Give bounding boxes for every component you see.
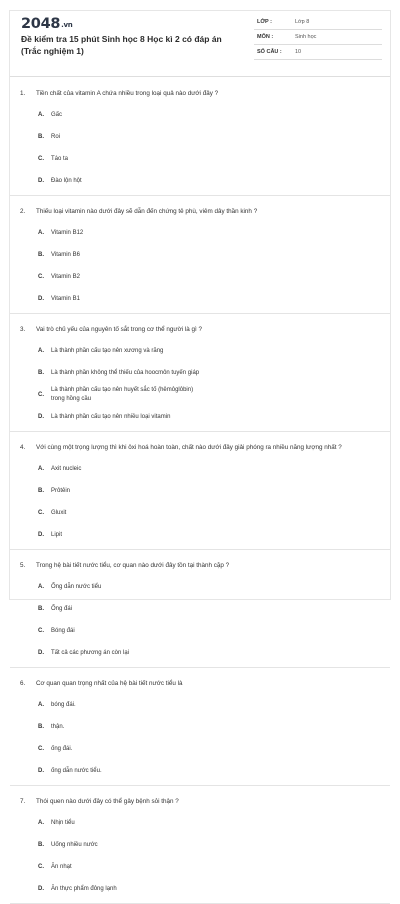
option-letter: B. [38, 487, 44, 494]
answer-option[interactable] [38, 266, 210, 288]
option-letter: B. [38, 723, 44, 730]
option-text: ống đái. [51, 745, 73, 752]
option-text: Vitamin B6 [51, 251, 80, 258]
option-letter: C. [38, 391, 44, 398]
option-text: Tất cả các phương án còn lại [51, 649, 129, 656]
option-letter: C. [38, 745, 44, 752]
info-row-class [254, 15, 382, 30]
answer-option[interactable] [38, 126, 210, 148]
question-text [20, 679, 380, 689]
question-body: Tiền chất của vitamin A chứa nhiều trong loại quả nào dưới đây ? [36, 90, 219, 97]
option-text: bóng đái. [51, 701, 76, 708]
option-letter: B. [38, 369, 44, 376]
answer-option[interactable] [38, 834, 210, 856]
answer-options [20, 340, 380, 428]
question-number: 4. [20, 444, 26, 451]
answer-option[interactable] [38, 104, 210, 126]
exam-header [10, 11, 390, 73]
answer-option[interactable] [38, 760, 210, 782]
answer-option[interactable] [38, 716, 210, 738]
answer-option[interactable] [38, 480, 210, 502]
question-item [10, 550, 390, 668]
option-text: ống dẫn nước tiểu. [51, 767, 102, 774]
option-letter: D. [38, 413, 44, 420]
question-text [20, 89, 380, 99]
answer-options [20, 576, 380, 664]
option-letter: C. [38, 863, 44, 870]
answer-option[interactable] [38, 148, 210, 170]
option-text: Vitamin B1 [51, 295, 80, 302]
question-number: 2. [20, 208, 26, 215]
question-body: Cơ quan quan trọng nhất của hệ bài tiết nước tiểu là [36, 680, 183, 687]
answer-option[interactable] [38, 384, 210, 406]
option-letter: C. [38, 627, 44, 634]
answer-option[interactable] [38, 244, 210, 266]
question-number: 5. [20, 562, 26, 569]
question-item [10, 668, 390, 786]
option-text: Vitamin B2 [51, 273, 80, 280]
logo-suffix: .vn [61, 21, 73, 29]
option-text: Uống nhiều nước [51, 841, 98, 848]
info-row-question-count [254, 45, 382, 60]
option-text: Ống đái [51, 605, 73, 612]
question-text [20, 325, 380, 335]
exam-sheet [9, 10, 391, 892]
option-letter: A. [38, 229, 44, 236]
question-text [20, 561, 380, 571]
option-letter: D. [38, 295, 44, 302]
question-body: Thói quen nào dưới đây có thể gây bệnh sỏi thận ? [36, 798, 179, 805]
question-text [20, 443, 380, 453]
option-letter: B. [38, 251, 44, 258]
answer-option[interactable] [38, 738, 210, 760]
option-letter: B. [38, 605, 44, 612]
answer-option[interactable] [38, 502, 210, 524]
option-letter: C. [38, 273, 44, 280]
info-value: Sinh học [295, 34, 317, 40]
answer-options [20, 104, 380, 192]
option-text: Vitamin B12 [51, 229, 84, 236]
question-number: 6. [20, 680, 26, 687]
option-text: Là thành phần cấu tạo nên xương và răng [51, 347, 164, 354]
option-text: Táo ta [51, 155, 69, 162]
answer-option[interactable] [38, 878, 210, 900]
option-text: Ăn thực phẩm đông lạnh [51, 885, 117, 892]
info-label: SỐ CÂU : [257, 49, 282, 55]
option-text: Ống dẫn nước tiểu [51, 583, 102, 590]
option-letter: A. [38, 347, 44, 354]
option-text: Nhịn tiểu [51, 819, 75, 826]
answer-option[interactable] [38, 812, 210, 834]
option-letter: C. [38, 155, 44, 162]
answer-option[interactable] [38, 620, 210, 642]
question-list [10, 78, 390, 904]
answer-options [20, 222, 380, 310]
info-value: Lớp 8 [295, 19, 310, 25]
exam-info-panel [254, 15, 382, 60]
answer-option[interactable] [38, 170, 210, 192]
question-number: 7. [20, 798, 26, 805]
option-letter: A. [38, 819, 44, 826]
option-letter: D. [38, 531, 44, 538]
option-text: Gấc [51, 111, 63, 118]
option-text: Là thành phần cấu tạo nên huyết sắc tố (hêmôglôbin) trong hồng cầu [51, 387, 194, 402]
answer-option[interactable] [38, 340, 210, 362]
option-text: thận. [51, 723, 65, 730]
option-text: Roi [51, 133, 61, 140]
answer-option[interactable] [38, 458, 210, 480]
option-letter: B. [38, 841, 44, 848]
answer-option[interactable] [38, 598, 210, 620]
answer-option[interactable] [38, 524, 210, 546]
question-item [10, 78, 390, 196]
option-letter: B. [38, 133, 44, 140]
answer-options [20, 812, 380, 900]
info-value: 10 [295, 49, 302, 55]
exam-title: Đề kiểm tra 15 phút Sinh học 8 Học kì 2 có đáp án (Trắc nghiệm 1) [21, 34, 222, 56]
question-item [10, 196, 390, 314]
option-text: Lipit [51, 531, 63, 538]
answer-option[interactable] [38, 642, 210, 664]
question-text [20, 797, 380, 807]
site-logo[interactable] [21, 16, 72, 32]
option-letter: A. [38, 701, 44, 708]
question-body: Trong hệ bài tiết nước tiểu, cơ quan nào dưới đây tồn tại thành cặp ? [36, 562, 230, 569]
answer-options [20, 458, 380, 546]
question-number: 3. [20, 326, 26, 333]
answer-option[interactable] [38, 406, 210, 428]
answer-option[interactable] [38, 222, 210, 244]
info-row-subject [254, 30, 382, 45]
question-body: Thiếu loại vitamin nào dưới đây sẽ dẫn đến chứng tê phù, viêm dây thần kinh ? [36, 208, 258, 215]
question-text [20, 207, 380, 217]
option-letter: D. [38, 885, 44, 892]
question-body: Với cùng một trọng lượng thì khi ôxi hoá hoàn toàn, chất nào dưới đây giải phóng ra nhiều năng lượng nhất ? [36, 444, 342, 451]
option-letter: A. [38, 111, 44, 118]
option-text: Prôtêin [51, 487, 71, 494]
option-text: Gluxit [51, 509, 67, 516]
header-divider [10, 76, 390, 77]
answer-option[interactable] [38, 288, 210, 310]
answer-option[interactable] [38, 694, 210, 716]
logo-text: 2048 [21, 16, 61, 32]
option-text: Là thành phần không thể thiếu của hoocmôn tuyến giáp [51, 369, 200, 376]
question-body: Vai trò chủ yếu của nguyên tố sắt trong cơ thể người là gì ? [36, 326, 203, 333]
option-letter: D. [38, 649, 44, 656]
option-letter: A. [38, 465, 44, 472]
question-item [10, 314, 390, 432]
question-item [10, 786, 390, 904]
info-label: MÔN : [257, 34, 274, 40]
answer-option[interactable] [38, 362, 210, 384]
answer-options [20, 694, 380, 782]
option-text: Đào lộn hột [51, 177, 82, 184]
option-letter: A. [38, 583, 44, 590]
option-letter: D. [38, 177, 44, 184]
info-label: LỚP : [257, 19, 272, 25]
question-item [10, 432, 390, 550]
question-number: 1. [20, 90, 26, 97]
option-text: Bóng đái [51, 627, 75, 634]
option-text: Axit nucleic [51, 465, 82, 472]
answer-option[interactable] [38, 576, 210, 598]
answer-option[interactable] [38, 856, 210, 878]
option-text: Là thành phần cấu tạo nên nhiều loại vitamin [51, 413, 171, 420]
option-letter: D. [38, 767, 44, 774]
option-letter: C. [38, 509, 44, 516]
option-text: Ăn nhạt [51, 863, 72, 870]
